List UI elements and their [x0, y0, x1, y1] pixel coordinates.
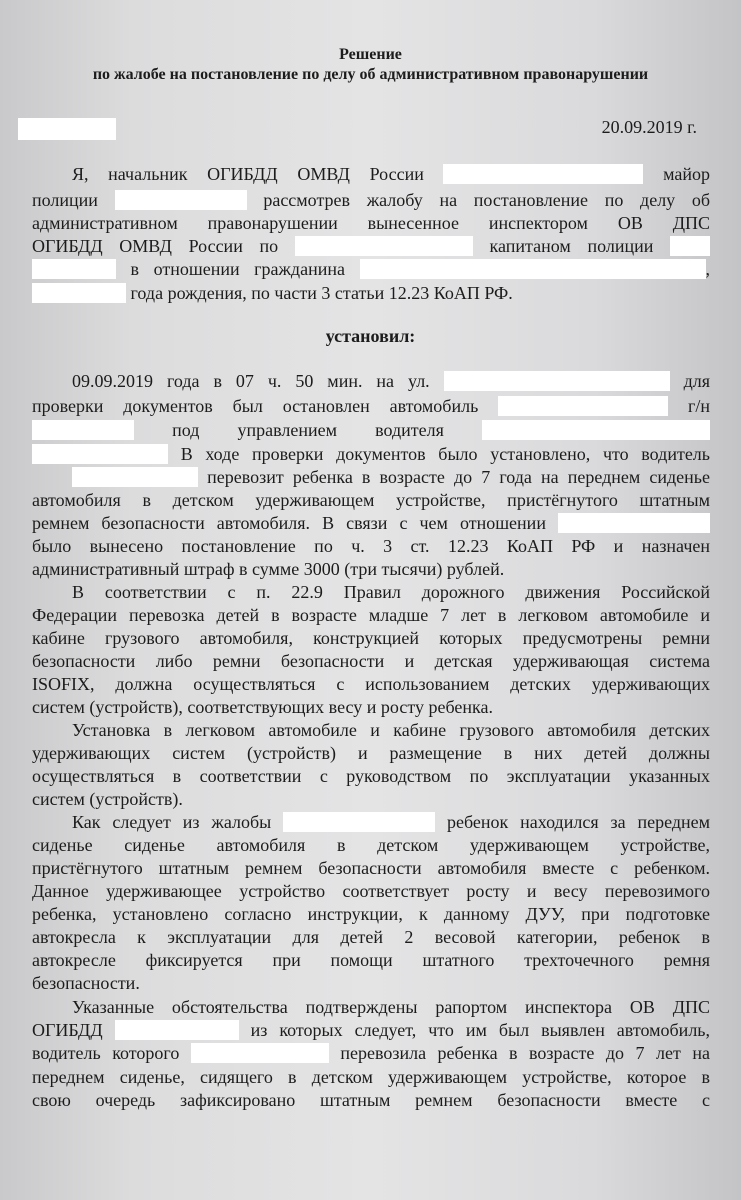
text-line: было вынесено постановление по ч. 3 ст. 12.23 КоАП РФ и назначен — [32, 536, 710, 556]
redaction-block — [32, 444, 168, 464]
redaction-block — [498, 396, 668, 416]
text-line: проверки документов был остановлен автомобиль г/н — [32, 396, 711, 416]
text-line: ремнем безопасности автомобиля. В связи с чем отношении — [32, 512, 710, 535]
document-date: 20.09.2019 г. — [601, 117, 697, 137]
text-line: Установка в легковом автомобиле и кабине грузового автомобиля детских — [72, 720, 710, 740]
text-line: полиции рассмотрев жалобу на постановление по делу об — [32, 190, 711, 210]
text-line: автокресле фиксируется при помощи штатного трехточечного ремня — [32, 950, 710, 970]
text-line: под управлением водителя — [32, 419, 710, 442]
redaction-block — [443, 164, 643, 184]
text-line: переднем сиденье, сидящего в детском удерживающем устройстве, которое в — [32, 1067, 710, 1087]
text-line: автокресла к эксплуатации для детей 2 весовой категории, ребенок в — [32, 927, 710, 947]
redaction-block — [115, 190, 247, 210]
redaction-block — [295, 236, 473, 256]
text-line: ребенка, установлено согласно инструкции, к данному ДУУ, при подготовке — [32, 904, 710, 924]
text-line: 09.09.2019 года в 07 ч. 50 мин. на ул. для — [72, 371, 711, 391]
redaction-block — [283, 812, 435, 832]
text-line: административный штраф в сумме 3000 (три тысячи) рублей. — [32, 559, 505, 579]
redaction-block — [482, 420, 710, 440]
text-line: пристёгнутого штатным ремнем безопасности автомобиля вместе с ребенком. — [32, 858, 710, 878]
redaction-block — [18, 118, 116, 140]
redaction-block — [32, 420, 134, 440]
redaction-block — [72, 467, 198, 487]
text-line: перевозит ребенка в возрасте до 7 года на переднем сиденье — [72, 466, 710, 489]
document-subtitle: по жалобе на постановление по делу об административном правонарушении — [92, 66, 649, 83]
text-line: В ходе проверки документов было установлено, что водитель — [32, 443, 710, 466]
redaction-block — [558, 513, 710, 533]
text-line: Данное удерживающее устройство соответствует росту и весу перевозимого — [32, 881, 710, 901]
text-line: Федерации перевозка детей в возрасте младше 7 лет в легковом автомобиле и — [32, 605, 710, 625]
text-line: систем (устройств), соответствующих весу и росту ребенка. — [32, 697, 493, 717]
text-line: автомобиля в детском удерживающем устройстве, пристёгнутого штатным — [32, 490, 710, 510]
text-line: удерживающих систем (устройств) и размещение в них детей должны — [32, 743, 710, 763]
redaction-block — [670, 236, 710, 256]
text-line: ОГИБДД ОМВД России по капитаном полиции — [32, 235, 710, 258]
redaction-block — [32, 259, 116, 279]
text-line: ISOFIX, должна осуществляться с использованием детских удерживающих — [32, 674, 710, 694]
text-line: административном правонарушении вынесенное инспектором ОВ ДПС — [32, 213, 710, 233]
redaction-block — [444, 371, 670, 391]
text-line: безопасности. — [32, 973, 140, 993]
text-line: Как следует из жалобы ребенок находился за переднем — [72, 812, 711, 832]
text-line: года рождения, по части 3 статьи 12.23 КоАП РФ. — [32, 282, 710, 305]
text-line: Указанные обстоятельства подтверждены рапортом инспектора ОВ ДПС — [72, 997, 710, 1017]
redaction-block — [360, 259, 706, 279]
text-line: водитель которого перевозила ребенка в возрасте до 7 лет на — [32, 1043, 710, 1063]
text-line: кабине грузового автомобиля, конструкцией которых предусмотрены ремни — [32, 628, 710, 648]
section-heading: установил: — [325, 326, 416, 346]
text-line: систем (устройств). — [32, 789, 183, 809]
document-title: Решение — [339, 46, 402, 63]
text-line: в отношении гражданина , — [32, 258, 710, 281]
text-line: сиденье сиденье автомобиля в детском удерживающем устройстве, — [32, 835, 710, 855]
text-line: Я, начальник ОГИБДД ОМВД России майор — [72, 164, 711, 184]
text-line: ОГИБДД из которых следует, что им был выявлен автомобиль, — [32, 1020, 711, 1040]
text-line: безопасности либо ремни безопасности и детская удерживающая система — [32, 651, 710, 671]
text-line: осуществляться в соответствии с руководством по эксплуатации указанных — [32, 766, 710, 786]
text-line: В соответствии с п. 22.9 Правил дорожного движения Российской — [72, 582, 710, 602]
redaction-block — [32, 283, 126, 303]
redaction-block — [191, 1043, 329, 1063]
redaction-block — [115, 1020, 239, 1040]
text-line: свою очередь зафиксировано штатным ремнем безопасности вместе с — [32, 1090, 710, 1110]
